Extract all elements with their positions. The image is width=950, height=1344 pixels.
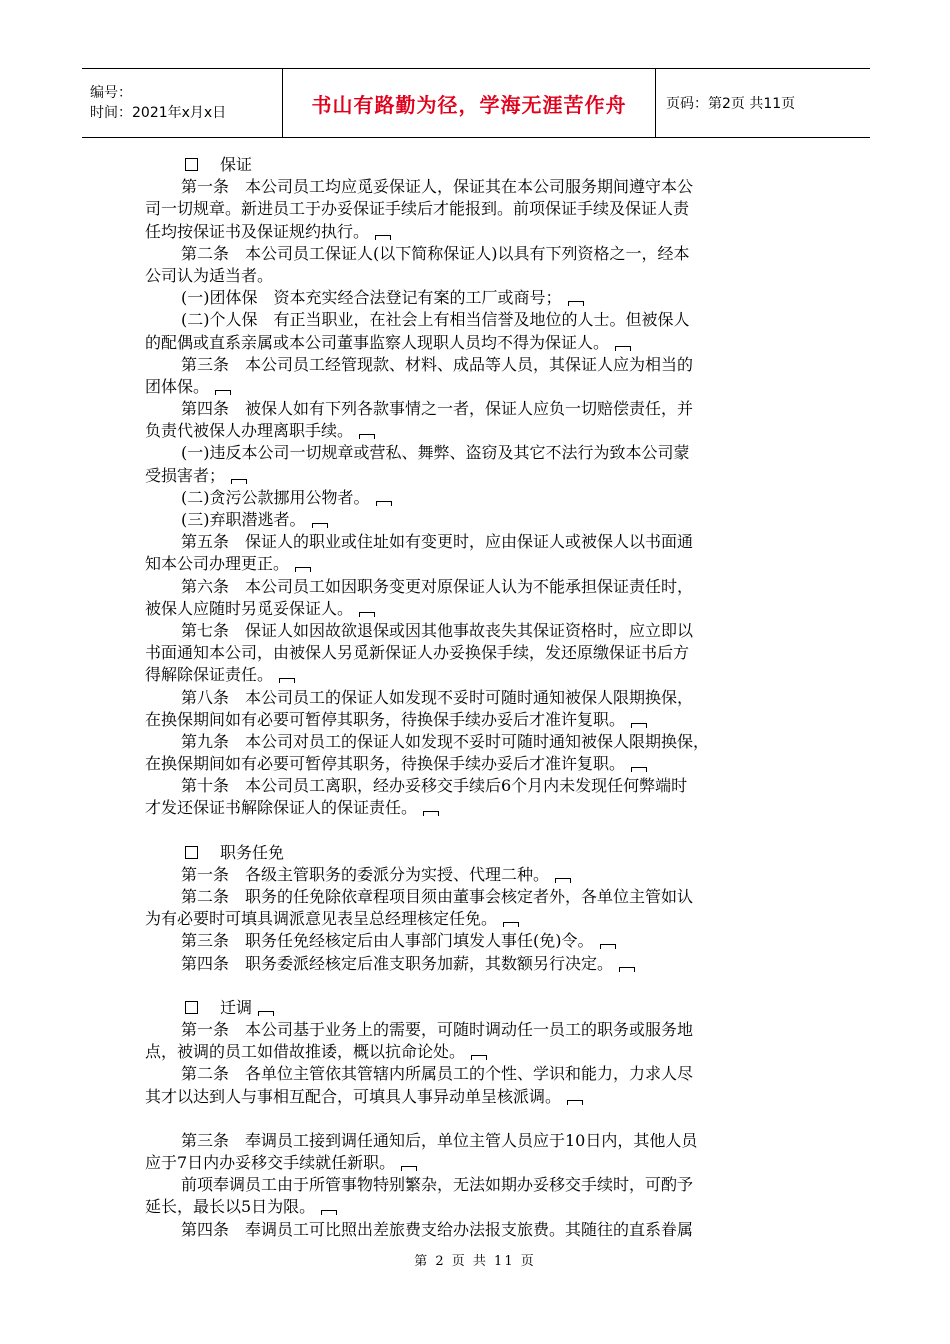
paragraph-mark-icon	[359, 434, 375, 439]
header-info	[82, 69, 283, 137]
text-line	[145, 176, 811, 198]
text-line	[145, 709, 811, 731]
text-line	[145, 930, 811, 952]
paragraph-mark-icon	[359, 612, 375, 617]
checkbox-square-icon	[185, 158, 198, 171]
text-line	[145, 354, 811, 376]
paragraph-mark-icon	[631, 767, 647, 772]
paragraph-mark-icon	[231, 479, 247, 484]
text-line-content: 知本公司办理更正。	[145, 554, 290, 574]
text-line	[145, 332, 811, 354]
document-body	[145, 154, 811, 1241]
text-line-content: 第二条 本公司员工保证人(以下简称保证人)以具有下列资格之一，经本	[181, 243, 690, 263]
number-label: 编号：	[90, 85, 132, 101]
text-line-content: 受损害者；	[145, 465, 226, 485]
text-line	[145, 908, 811, 930]
text-line-content: 第二条 职务的任免除依章程项目须由董事会核定者外，各单位主管如认	[181, 887, 694, 906]
text-line	[145, 509, 811, 531]
text-line-content: 团体保。	[145, 376, 210, 396]
paragraph-mark-icon	[401, 1166, 417, 1171]
page-code: 页码：第2页 共11页	[666, 96, 796, 112]
text-line	[145, 1196, 811, 1218]
text-line-content: (一)违反本公司一切规章或营私、舞弊、盗窃及其它不法行为致本公司蒙	[181, 443, 690, 463]
text-line-content: (二)贪污公款挪用公物者。	[181, 487, 370, 507]
text-line-content: 第四条 职务委派经核定后准支职务加薪，其数额另行决定。	[181, 953, 614, 973]
text-line	[145, 598, 811, 620]
text-line-content: 其才以达到人与事相互配合，可填具人事异动单呈核派调。	[145, 1086, 562, 1106]
page-header	[82, 68, 870, 138]
text-line-content: 在换保期间如有必要可暂停其职务，待换保手续办妥后才准许复职。	[145, 709, 626, 729]
text-line-content: 的配偶或直系亲属或本公司董事监察人现职人员均不得为保证人。	[145, 332, 610, 352]
paragraph-mark-icon	[423, 811, 439, 816]
text-line-content: 第十条 本公司员工离职，经办妥移交手续后6个月内未发现任何弊端时	[181, 776, 688, 796]
time-label: 时间：2021年x月x日	[90, 105, 227, 121]
paragraph-mark-icon	[631, 723, 647, 728]
paragraph-mark-icon	[215, 390, 231, 395]
text-line	[145, 1086, 811, 1108]
text-line	[145, 465, 811, 487]
text-line-content: 才发还保证书解除保证人的保证责任。	[145, 798, 418, 818]
text-line	[145, 576, 811, 598]
text-line-content: (一)团体保 资本充实经合法登记有案的工厂或商号；	[181, 288, 562, 308]
paragraph-mark-icon	[375, 235, 391, 240]
paragraph-mark-icon	[567, 1100, 583, 1105]
paragraph-mark-icon	[503, 922, 519, 927]
text-line-content: (三)弃职潜逃者。	[181, 510, 306, 529]
section-title: 职务任免	[220, 842, 285, 862]
text-line-content: 第四条 奉调员工可比照出差旅费支给办法报支旅费。其随往的直系眷属	[181, 1219, 694, 1239]
text-line-content: 第三条 本公司员工经管现款、材料、成品等人员，其保证人应为相当的	[181, 354, 694, 374]
section-heading	[145, 154, 811, 176]
paragraph-mark-icon	[258, 1011, 274, 1016]
text-line	[145, 1063, 811, 1085]
text-line	[145, 1041, 811, 1063]
text-line	[145, 953, 811, 975]
text-line	[145, 398, 811, 420]
text-line	[145, 886, 811, 908]
text-line	[145, 864, 811, 886]
text-line	[145, 731, 811, 753]
text-line-content: 第四条 被保人如有下列各款事情之一者，保证人应负一切赔偿责任，并	[181, 399, 694, 419]
text-line	[145, 620, 811, 642]
text-line-content: 第一条 本公司基于业务上的需要，可随时调动任一员工的职务或服务地	[181, 1019, 694, 1039]
paragraph-mark-icon	[312, 523, 328, 528]
text-line	[145, 309, 811, 331]
text-line-content: 应于7日内办妥移交手续就任新职。	[145, 1153, 396, 1173]
text-line-content: 第五条 保证人的职业或住址如有变更时，应由保证人或被保人以书面通	[181, 532, 694, 552]
text-line-content: 第六条 本公司员工如因职务变更对原保证人认为不能承担保证责任时，	[181, 576, 694, 596]
paragraph-mark-icon	[376, 501, 392, 506]
text-line	[145, 1152, 811, 1174]
text-line	[145, 1174, 811, 1196]
text-line	[145, 243, 811, 265]
text-line	[145, 487, 811, 509]
text-line	[145, 642, 811, 664]
paragraph-mark-icon	[619, 967, 635, 972]
paragraph-mark-icon	[295, 567, 311, 572]
checkbox-square-icon	[185, 1001, 198, 1014]
text-line	[145, 687, 811, 709]
text-line	[145, 797, 811, 819]
text-line-content: 点，被调的员工如借故推诿，概以抗命论处。	[145, 1042, 466, 1062]
section-title: 保证	[220, 155, 253, 174]
text-line-content: 前项奉调员工由于所管事物特别繁杂，无法如期办妥移交手续时，可酌予	[181, 1175, 694, 1195]
text-line	[145, 553, 811, 575]
section-gap	[145, 975, 811, 997]
section-gap	[145, 820, 811, 842]
text-line-content: 被保人应随时另觅妥保证人。	[145, 598, 354, 618]
text-line-content: 负责代被保人办理离职手续。	[145, 421, 354, 441]
header-page-cell	[656, 69, 870, 137]
paragraph-mark-icon	[279, 678, 295, 683]
text-line	[145, 775, 811, 797]
motto: 书山有路勤为径，学海无涯苦作舟	[311, 92, 627, 117]
checkbox-square-icon	[185, 846, 198, 859]
text-line	[145, 420, 811, 442]
text-line	[145, 1130, 811, 1152]
text-line	[145, 376, 811, 398]
text-line-content: 第三条 奉调员工接到调任通知后，单位主管人员应于10日内，其他人员	[181, 1130, 698, 1150]
text-line	[145, 287, 811, 309]
blank-line	[145, 1108, 811, 1130]
text-line-content: 司一切规章。新进员工于办妥保证手续后才能报到。前项保证手续及保证人责	[145, 199, 690, 219]
text-line	[145, 664, 811, 686]
text-line-content: 第三条 职务任免经核定后由人事部门填发人事任(免)令。	[181, 931, 594, 951]
text-line-content: (二)个人保 有正当职业，在社会上有相当信誉及地位的人士。但被保人	[181, 310, 690, 330]
text-line	[145, 1019, 811, 1041]
text-line-content: 在换保期间如有必要可暂停其职务，待换保手续办妥后才准许复职。	[145, 754, 626, 774]
paragraph-mark-icon	[471, 1055, 487, 1060]
paragraph-mark-icon	[568, 301, 584, 306]
text-line-content: 任均按保证书及保证规约执行。	[145, 221, 370, 241]
text-line-content: 书面通知本公司，由被保人另觅新保证人办妥换保手续，发还原缴保证书后方	[145, 643, 690, 663]
page-footer: 第 2 页 共 11 页	[414, 1254, 536, 1269]
text-line-content: 第九条 本公司对员工的保证人如发现不妥时可随时通知被保人限期换保，	[181, 731, 710, 751]
text-line-content: 第七条 保证人如因故欲退保或因其他事故丧失其保证资格时，应立即以	[181, 620, 694, 640]
text-line	[145, 1219, 811, 1241]
text-line	[145, 531, 811, 553]
text-line-content: 第二条 各单位主管依其管辖内所属员工的个性、学识和能力，力求人尽	[181, 1064, 694, 1084]
text-line	[145, 198, 811, 220]
header-motto-cell	[283, 69, 656, 137]
text-line-content: 为有必要时可填具调派意见表呈总经理核定任免。	[145, 909, 498, 929]
paragraph-mark-icon	[321, 1210, 337, 1215]
text-line-content: 得解除保证责任。	[145, 665, 274, 685]
text-line	[145, 442, 811, 464]
text-line	[145, 753, 811, 775]
text-line-content: 延长，最长以5日为限。	[145, 1197, 316, 1217]
section-heading	[145, 842, 811, 864]
text-line-content: 第一条 各级主管职务的委派分为实授、代理二种。	[181, 864, 550, 884]
text-line-content: 公司认为适当者。	[145, 265, 274, 285]
section-heading	[145, 997, 811, 1019]
text-line	[145, 221, 811, 243]
paragraph-mark-icon	[555, 878, 571, 883]
text-line-content: 第八条 本公司员工的保证人如发现不妥时可随时通知被保人限期换保，	[181, 687, 694, 707]
section-title: 迁调	[220, 997, 253, 1017]
paragraph-mark-icon	[615, 346, 631, 351]
text-line-content: 第一条 本公司员工均应觅妥保证人，保证其在本公司服务期间遵守本公	[181, 177, 694, 197]
paragraph-mark-icon	[600, 944, 616, 949]
text-line	[145, 265, 811, 287]
